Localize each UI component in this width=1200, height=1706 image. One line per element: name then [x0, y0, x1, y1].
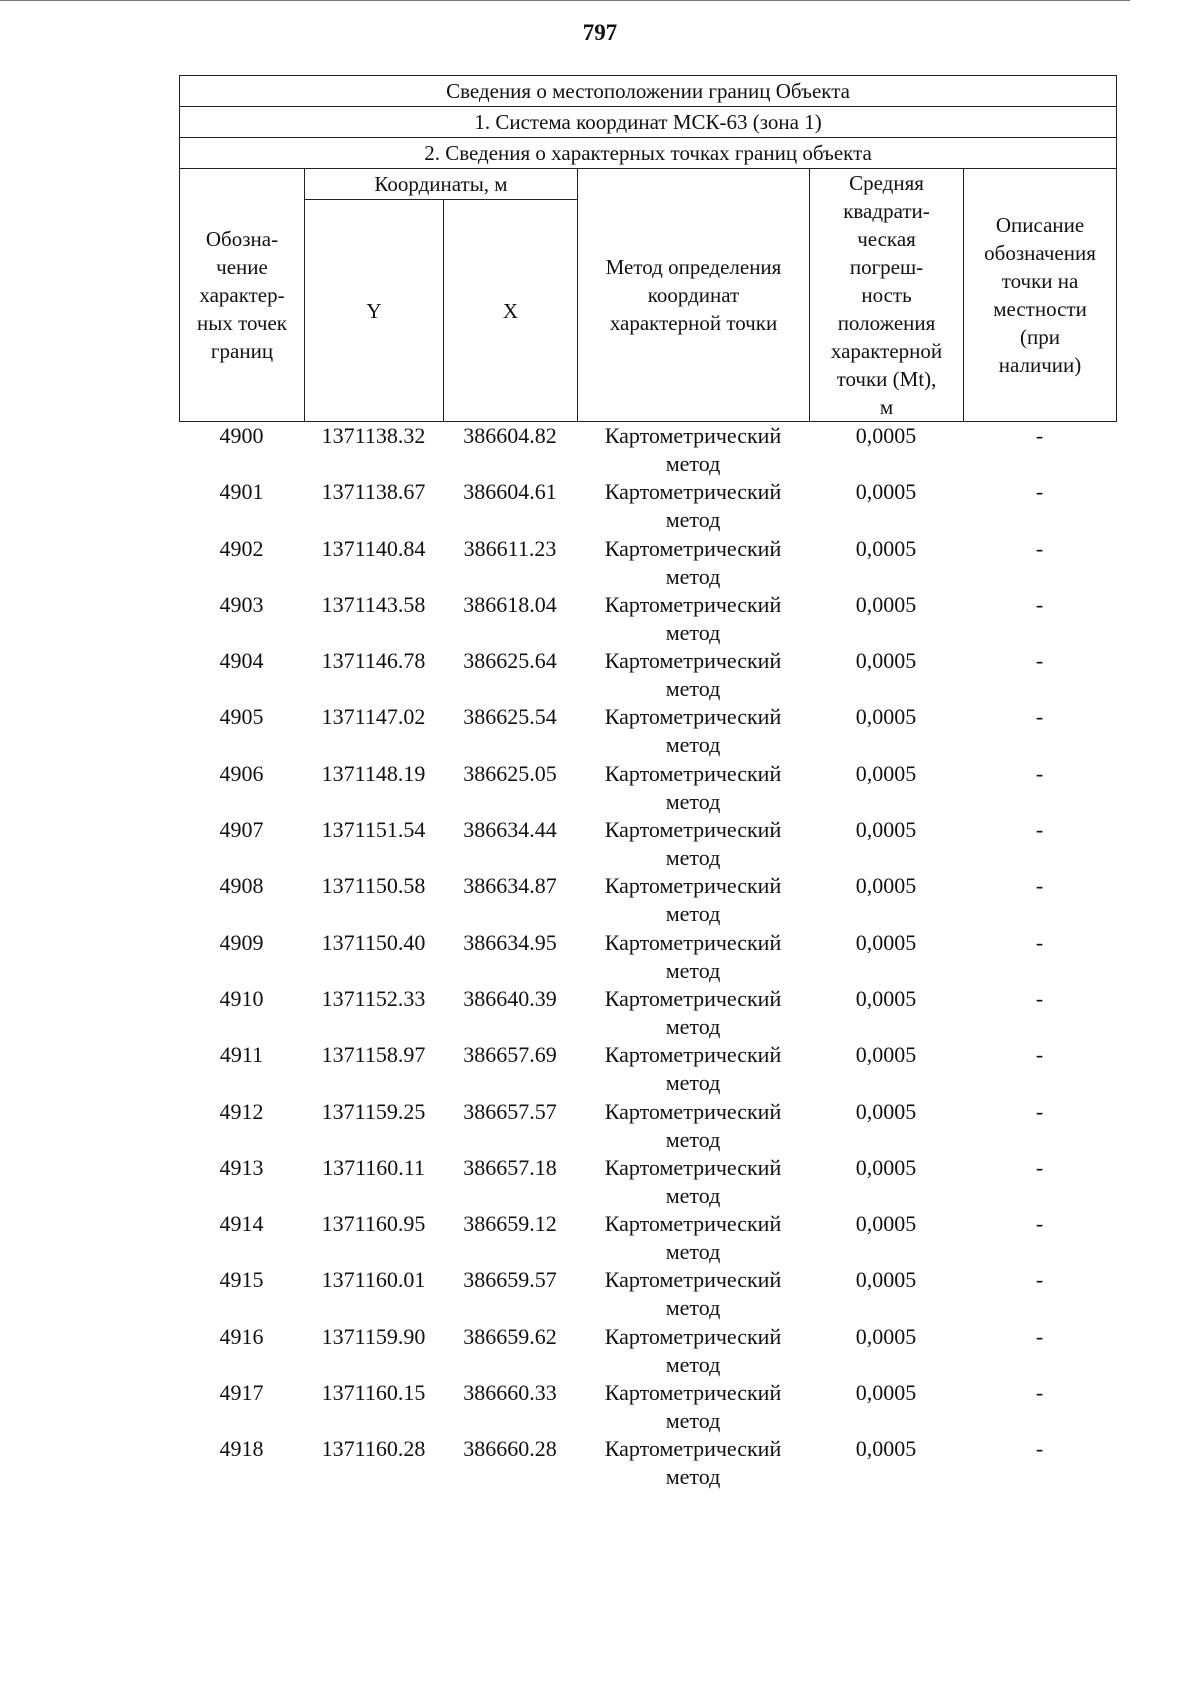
- cell-description: -: [1035, 817, 1044, 843]
- cell-point-id: 4910: [219, 985, 264, 1011]
- table-row: [179, 591, 1116, 647]
- cell-description: -: [1035, 648, 1044, 674]
- cell-description: -: [1035, 1098, 1044, 1124]
- cell-point-id: 4912: [219, 1098, 264, 1124]
- cell-method: Картометрический метод: [604, 1323, 782, 1377]
- cell-coord-y: 1371160.95: [321, 1211, 426, 1237]
- cell-coord-y: 1371160.15: [321, 1380, 426, 1406]
- cell-method: Картометрический метод: [604, 817, 782, 871]
- cell-point-id: 4901: [219, 479, 264, 505]
- cell-error-mt: 0,0005: [855, 760, 917, 786]
- cell-point-id: 4909: [219, 929, 264, 955]
- cell-coord-x: 386634.95: [463, 929, 557, 955]
- cell-coord-y: 1371148.19: [321, 760, 426, 786]
- cell-coord-y: 1371138.32: [321, 423, 426, 448]
- table-row: [179, 985, 1116, 1041]
- cell-error-mt: 0,0005: [855, 1042, 917, 1068]
- cell-coord-x: 386618.04: [463, 591, 557, 617]
- cell-description: -: [1035, 1267, 1044, 1293]
- cell-coord-y: 1371159.25: [321, 1098, 426, 1124]
- header-coordinates: Координаты, м: [305, 169, 578, 200]
- cell-method: Картометрический метод: [604, 704, 782, 758]
- cell-description: -: [1035, 479, 1044, 505]
- cell-method: Картометрический метод: [604, 929, 782, 983]
- cell-point-id: 4918: [219, 1436, 264, 1462]
- cell-point-id: 4906: [219, 760, 264, 786]
- boundary-points-list: [179, 422, 1116, 1492]
- table-row: [179, 1154, 1116, 1210]
- coordinate-system-title: 1. Система координат МСК-63 (зона 1): [180, 107, 1117, 138]
- cell-error-mt: 0,0005: [855, 1098, 917, 1124]
- cell-coord-y: 1371146.78: [321, 648, 426, 674]
- table-row: [179, 1041, 1116, 1097]
- cell-method: Картометрический метод: [604, 1436, 782, 1490]
- header-method: Метод определения координат характерной точки: [578, 169, 810, 422]
- table-row: [179, 703, 1116, 759]
- cell-coord-y: 1371143.58: [321, 591, 426, 617]
- cell-point-id: 4916: [219, 1323, 264, 1349]
- cell-coord-x: 386634.44: [463, 817, 557, 843]
- table-row: [179, 760, 1116, 816]
- cell-description: -: [1035, 873, 1044, 899]
- cell-point-id: 4911: [219, 1042, 264, 1068]
- boundary-points-table-header: [179, 75, 1117, 422]
- cell-coord-y: 1371158.97: [321, 1042, 426, 1068]
- table-row: [179, 816, 1116, 872]
- table-row: [179, 1435, 1116, 1491]
- cell-method: Картометрический метод: [604, 535, 782, 589]
- cell-description: -: [1035, 1436, 1044, 1462]
- section-title: 2. Сведения о характерных точках границ объекта: [180, 138, 1117, 169]
- cell-coord-y: 1371151.54: [321, 817, 426, 843]
- cell-method: Картометрический метод: [604, 1042, 782, 1096]
- table-row: [179, 1210, 1116, 1266]
- cell-error-mt: 0,0005: [855, 1211, 917, 1237]
- cell-method: Картометрический метод: [604, 985, 782, 1039]
- cell-coord-x: 386659.12: [463, 1211, 557, 1237]
- cell-coord-y: 1371147.02: [321, 704, 426, 730]
- cell-description: -: [1035, 929, 1044, 955]
- cell-coord-x: 386604.82: [463, 423, 557, 448]
- cell-point-id: 4900: [219, 423, 264, 448]
- cell-description: -: [1035, 535, 1044, 561]
- cell-error-mt: 0,0005: [855, 985, 917, 1011]
- cell-coord-x: 386657.18: [463, 1154, 557, 1180]
- cell-point-id: 4917: [219, 1380, 264, 1406]
- cell-coord-x: 386657.57: [463, 1098, 557, 1124]
- cell-coord-x: 386660.28: [463, 1436, 557, 1462]
- header-point-id: Обозна- чение характер- ных точек границ: [180, 169, 305, 422]
- cell-error-mt: 0,0005: [855, 648, 917, 674]
- cell-coord-y: 1371140.84: [321, 535, 426, 561]
- header-y: Y: [305, 200, 444, 422]
- cell-coord-x: 386625.64: [463, 648, 557, 674]
- cell-point-id: 4905: [219, 704, 264, 730]
- cell-description: -: [1035, 591, 1044, 617]
- table-row: [179, 647, 1116, 703]
- cell-coord-x: 386604.61: [463, 479, 557, 505]
- cell-coord-x: 386659.62: [463, 1323, 557, 1349]
- table-row: [179, 1098, 1116, 1154]
- cell-description: -: [1035, 985, 1044, 1011]
- cell-method: Картометрический метод: [604, 873, 782, 927]
- cell-description: -: [1035, 1042, 1044, 1068]
- cell-method: Картометрический метод: [604, 479, 782, 533]
- cell-error-mt: 0,0005: [855, 591, 917, 617]
- cell-method: Картометрический метод: [604, 648, 782, 702]
- cell-error-mt: 0,0005: [855, 1380, 917, 1406]
- scan-top-border: [0, 0, 1130, 1]
- cell-method: Картометрический метод: [604, 1154, 782, 1208]
- cell-coord-y: 1371160.28: [321, 1436, 426, 1462]
- cell-description: -: [1035, 1211, 1044, 1237]
- cell-description: -: [1035, 704, 1044, 730]
- table-row: [179, 929, 1116, 985]
- cell-coord-x: 386625.05: [463, 760, 557, 786]
- cell-method: Картометрический метод: [604, 423, 782, 476]
- cell-error-mt: 0,0005: [855, 1436, 917, 1462]
- cell-coord-y: 1371150.40: [321, 929, 426, 955]
- cell-point-id: 4915: [219, 1267, 264, 1293]
- cell-coord-y: 1371160.01: [321, 1267, 426, 1293]
- cell-coord-y: 1371138.67: [321, 479, 426, 505]
- cell-error-mt: 0,0005: [855, 873, 917, 899]
- table-row: [179, 422, 1116, 478]
- table-row: [179, 872, 1116, 928]
- table-row: [179, 535, 1116, 591]
- page-number: 797: [582, 20, 618, 45]
- cell-point-id: 4913: [219, 1154, 264, 1180]
- cell-error-mt: 0,0005: [855, 423, 917, 448]
- cell-description: -: [1035, 1154, 1044, 1180]
- cell-point-id: 4902: [219, 535, 264, 561]
- cell-point-id: 4907: [219, 817, 264, 843]
- cell-coord-x: 386611.23: [463, 535, 557, 561]
- cell-error-mt: 0,0005: [855, 1323, 917, 1349]
- cell-method: Картометрический метод: [604, 1380, 782, 1434]
- header-description: Описание обозначения точки на местности (при наличии): [964, 169, 1117, 422]
- cell-error-mt: 0,0005: [855, 535, 917, 561]
- cell-method: Картометрический метод: [604, 1098, 782, 1152]
- cell-description: -: [1035, 423, 1044, 448]
- cell-method: Картометрический метод: [604, 591, 782, 645]
- cell-coord-y: 1371160.11: [322, 1154, 425, 1180]
- table-row: [179, 1379, 1116, 1435]
- cell-coord-x: 386634.87: [463, 873, 557, 899]
- table-title: Сведения о местоположении границ Объекта: [180, 76, 1117, 107]
- cell-coord-y: 1371150.58: [321, 873, 426, 899]
- cell-point-id: 4908: [219, 873, 264, 899]
- cell-description: -: [1035, 1380, 1044, 1406]
- cell-error-mt: 0,0005: [855, 817, 917, 843]
- cell-error-mt: 0,0005: [855, 1154, 917, 1180]
- cell-point-id: 4904: [219, 648, 264, 674]
- header-x: X: [444, 200, 578, 422]
- cell-coord-x: 386657.69: [463, 1042, 557, 1068]
- cell-point-id: 4903: [219, 591, 264, 617]
- table-row: [179, 1323, 1116, 1379]
- cell-method: Картометрический метод: [604, 1211, 782, 1265]
- table-row: [179, 478, 1116, 534]
- cell-coord-x: 386660.33: [463, 1380, 557, 1406]
- cell-description: -: [1035, 1323, 1044, 1349]
- cell-point-id: 4914: [219, 1211, 264, 1237]
- cell-error-mt: 0,0005: [855, 479, 917, 505]
- cell-coord-x: 386659.57: [463, 1267, 557, 1293]
- cell-error-mt: 0,0005: [855, 929, 917, 955]
- cell-coord-y: 1371159.90: [321, 1323, 426, 1349]
- cell-error-mt: 0,0005: [855, 704, 917, 730]
- table-row: [179, 1266, 1116, 1322]
- cell-coord-x: 386640.39: [463, 985, 557, 1011]
- cell-method: Картометрический метод: [604, 760, 782, 814]
- cell-error-mt: 0,0005: [855, 1267, 917, 1293]
- cell-method: Картометрический метод: [604, 1267, 782, 1321]
- cell-coord-x: 386625.54: [463, 704, 557, 730]
- header-error: Средняя квадрати- ческая погреш- ность положения характерной точки (Mt), м: [810, 169, 964, 422]
- cell-description: -: [1035, 760, 1044, 786]
- cell-coord-y: 1371152.33: [321, 985, 426, 1011]
